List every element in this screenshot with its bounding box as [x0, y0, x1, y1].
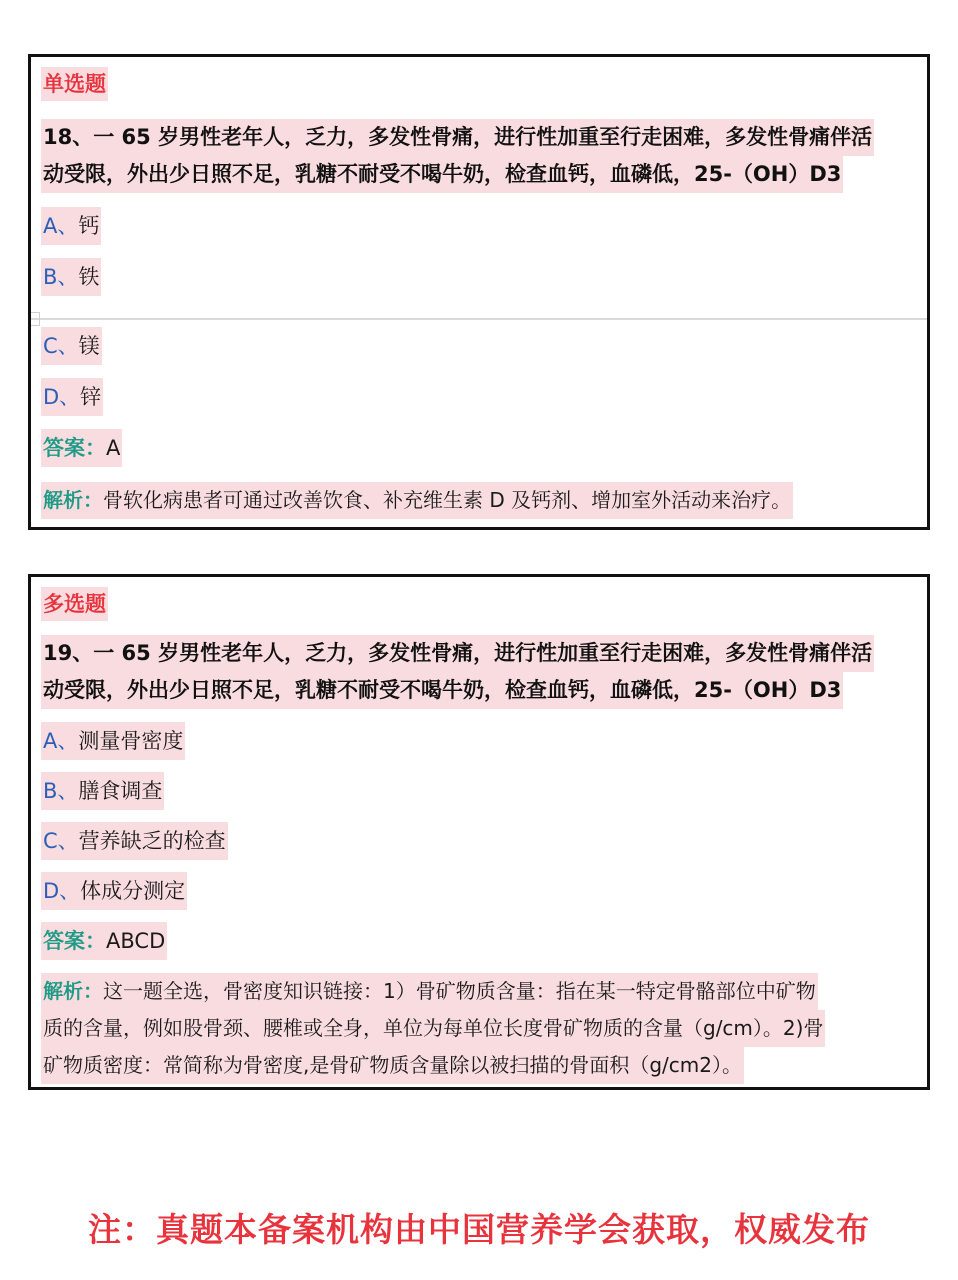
option-text: 锌: [80, 385, 102, 409]
explanation-text: 骨软化病患者可通过改善饮食、补充维生素 D 及钙剂、增加室外活动来治疗。: [103, 488, 792, 512]
question-stem-line: 19、一 65 岁男性老年人，乏力，多发性骨痛，进行性加重至行走困难，多发性骨痛伴活: [41, 635, 874, 672]
option-letter: D、: [43, 879, 81, 903]
option-text: 镁: [78, 334, 100, 358]
option-b[interactable]: [41, 258, 101, 296]
question-stem-line: 动受限，外出少日照不足，乳糖不耐受不喝牛奶，检查血钙，血磷低，25-（OH）D3: [41, 156, 843, 193]
answer-value: ABCD: [106, 929, 166, 953]
question-card-18: [28, 54, 930, 530]
option-letter: C、: [43, 334, 79, 358]
page-break-marker: [31, 312, 40, 326]
explanation-line: [41, 482, 793, 519]
answer-line: [41, 429, 122, 467]
option-c[interactable]: [41, 327, 102, 365]
option-letter: B、: [43, 265, 79, 289]
explanation-label: 解析：: [43, 488, 103, 512]
option-text: 膳食调查: [78, 779, 163, 803]
question-type-label: 多选题: [41, 587, 108, 621]
option-a[interactable]: [41, 207, 101, 245]
option-letter: A、: [43, 214, 79, 238]
explanation-line: 质的含量，例如股骨颈、腰椎或全身，单位为每单位长度骨矿物质的含量（g/cm）。2)骨: [41, 1010, 825, 1047]
explanation-text: 这一题全选，骨密度知识链接：1）骨矿物质含量：指在某一特定骨骼部位中矿物: [103, 979, 816, 1003]
option-letter: C、: [43, 829, 79, 853]
option-text: 体成分测定: [80, 879, 186, 903]
page-divider: [31, 318, 927, 320]
question-card-19: [28, 574, 930, 1090]
option-text: 测量骨密度: [78, 729, 184, 753]
option-a[interactable]: [41, 722, 185, 760]
option-letter: D、: [43, 385, 81, 409]
explanation-line: [41, 973, 818, 1010]
question-stem-line: 18、一 65 岁男性老年人，乏力，多发性骨痛，进行性加重至行走困难，多发性骨痛伴活: [41, 119, 874, 156]
answer-label: 答案：: [43, 929, 106, 953]
answer-value: A: [106, 436, 121, 460]
option-text: 钙: [78, 214, 100, 238]
explanation-label: 解析：: [43, 979, 103, 1003]
question-stem-line: 动受限，外出少日照不足，乳糖不耐受不喝牛奶，检查血钙，血磷低，25-（OH）D3: [41, 672, 843, 709]
explanation-line: 矿物质密度：常简称为骨密度,是骨矿物质含量除以被扫描的骨面积（g/cm2）。: [41, 1047, 744, 1084]
option-d[interactable]: [41, 872, 187, 910]
answer-line: [41, 922, 167, 960]
option-c[interactable]: [41, 822, 228, 860]
option-b[interactable]: [41, 772, 164, 810]
footer-note: 注：真题本备案机构由中国营养学会获取，权威发布: [88, 1210, 870, 1249]
option-letter: B、: [43, 779, 79, 803]
option-text: 铁: [78, 265, 100, 289]
question-type-label: 单选题: [41, 67, 108, 101]
option-d[interactable]: [41, 378, 103, 416]
option-text: 营养缺乏的检查: [78, 829, 226, 853]
answer-label: 答案：: [43, 436, 106, 460]
option-letter: A、: [43, 729, 79, 753]
